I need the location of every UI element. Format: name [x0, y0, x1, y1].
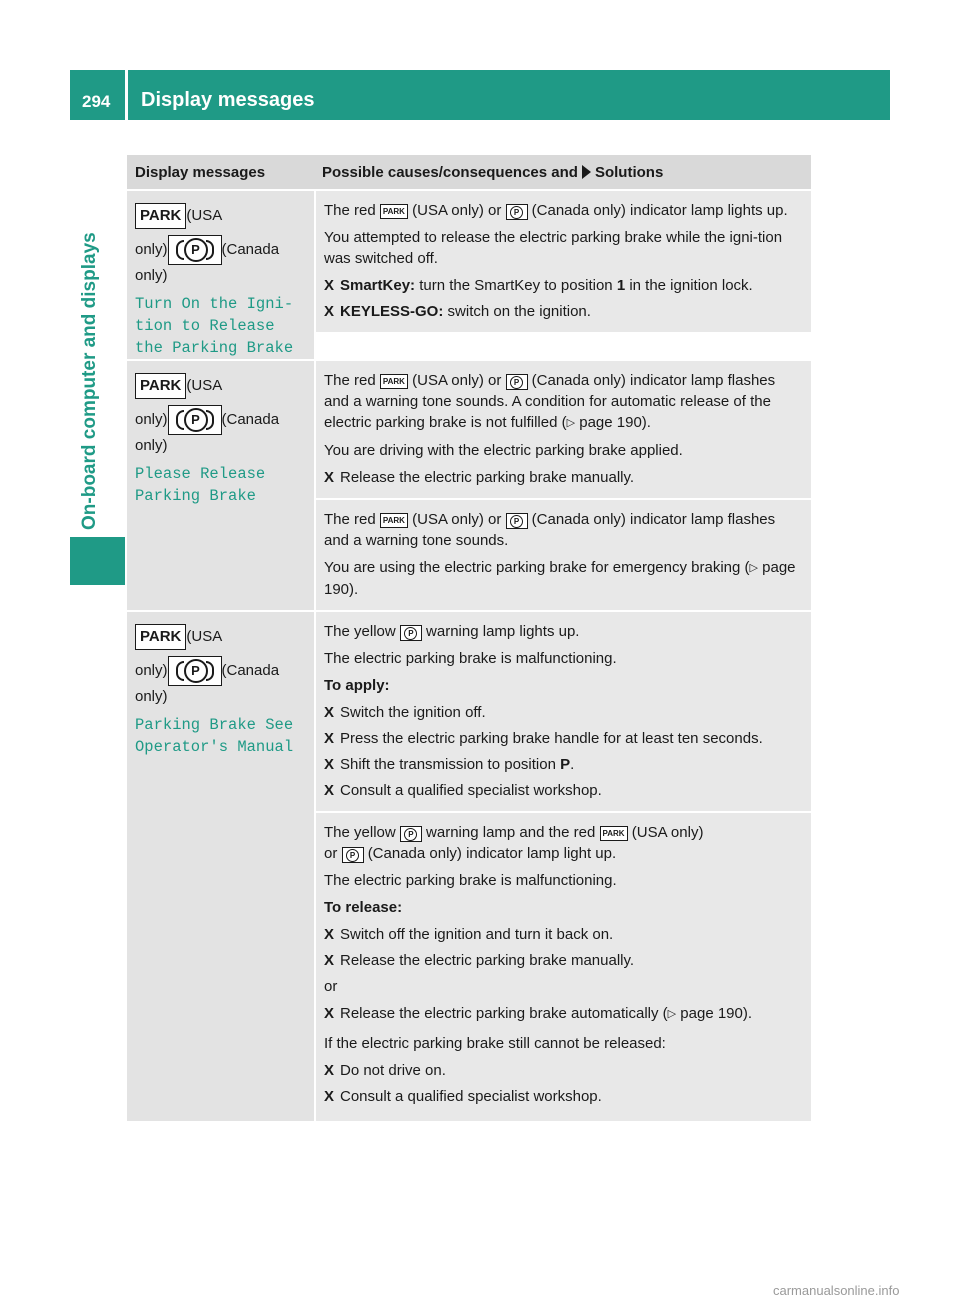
canada-label: (Canada [221, 240, 280, 258]
page-ref-icon: ▷ [667, 1008, 677, 1020]
table-row [127, 359, 811, 610]
display-messages-table [127, 155, 811, 1121]
solution-cell: The red PARK (USA only) or P (Canada only) indicator lamp flashes and a warning tone sounds. You are using the electric parking brake for emergency braking (▷ page 190). [316, 498, 811, 610]
cause-text: You are driving with the electric parking brake applied. [324, 442, 683, 459]
only-label-2: only) [135, 688, 168, 705]
parking-brake-icon: P [400, 625, 422, 641]
parking-brake-icon: P [506, 513, 528, 529]
only-label: only) [135, 410, 168, 428]
solution-cell: The red PARK (USA only) or P (Canada only) indicator lamp lights up. You attempted to release the electric parking brake while the igni-tion was switched off. X SmartKey: turn the SmartKey to position 1 in the ignition lock. X KEYLESS-GO: switch on the ignition. [316, 191, 811, 332]
page-title: Display messages [141, 89, 315, 111]
message-cell [127, 361, 314, 610]
list-item: X Do not drive on. [324, 1062, 446, 1079]
cause-text: The electric parking brake is malfunctioning. [324, 650, 617, 667]
solution-cell: The red PARK (USA only) or P (Canada only) indicator lamp flashes and a warning tone sounds. A condition for automatic release of the electric parking brake is not fulfilled (▷ page 190). You are driving with the electric parking brake applied. X Release the electric parking brake manually. [316, 361, 811, 498]
list-item: X Consult a qualified specialist workshop. [324, 782, 602, 799]
cause-text: You attempted to release the electric parking brake while the igni-tion was switched off. [324, 229, 783, 267]
instruction-heading: To apply: [324, 677, 390, 694]
parking-brake-icon: P [168, 656, 222, 686]
header-divider [125, 70, 128, 120]
watermark: carmanualsonline.info [773, 1283, 900, 1298]
usa-label: (USA [186, 206, 223, 224]
parking-brake-icon: P [342, 847, 364, 863]
page-number: 294 [82, 92, 111, 111]
table-header [127, 155, 811, 189]
parking-brake-icon: P [400, 826, 422, 842]
park-icon: PARK [600, 826, 628, 841]
list-item: X SmartKey: turn the SmartKey to position 1 in the ignition lock. [324, 277, 753, 294]
message-cell [127, 191, 314, 359]
cause-text: The electric parking brake is malfunctioning. [324, 872, 617, 889]
col-header-solutions [314, 164, 811, 181]
only-label-2: only) [135, 267, 168, 284]
col-header-suffix: Solutions [594, 163, 664, 181]
list-item: X Release the electric parking brake automatically (▷ page 190). [324, 1005, 753, 1022]
only-label-2: only) [135, 437, 168, 454]
page-ref-icon: ▷ [566, 417, 576, 429]
cause-text: If the electric parking brake still cannot be released: [324, 1035, 666, 1052]
solutions-column [314, 191, 811, 359]
list-item: X Release the electric parking brake manually. [324, 469, 635, 486]
side-tab-label: On-board computer and displays [79, 232, 100, 530]
solution-cell: The yellow P warning lamp lights up. The electric parking brake is malfunctioning. To apply: X Switch the ignition off. X Press the electric parking brake handle for at least ten seconds. X Shift the transmission to position P. X Consult a qualified specialist workshop. [316, 612, 811, 811]
table-row [127, 189, 811, 359]
parking-brake-icon: P [168, 405, 222, 435]
only-label: only) [135, 661, 168, 679]
solutions-column [314, 361, 811, 610]
usa-label: (USA [186, 627, 223, 645]
or-text: or [324, 978, 338, 995]
list-item: X Switch the ignition off. [324, 704, 486, 721]
solutions-column [314, 612, 811, 1121]
park-icon: PARK [380, 374, 408, 389]
park-icon: PARK [135, 203, 186, 229]
side-tab-block [70, 537, 125, 585]
parking-brake-icon: P [506, 374, 528, 390]
col-header-prefix: Possible causes/consequences and [322, 163, 578, 181]
col-header-messages: Display messages [135, 163, 266, 181]
table-row [127, 610, 811, 1121]
park-icon: PARK [380, 513, 408, 528]
list-item: X Shift the transmission to position P. [324, 756, 575, 773]
park-icon: PARK [380, 204, 408, 219]
usa-label: (USA [186, 376, 223, 394]
list-item: X KEYLESS-GO: switch on the ignition. [324, 303, 591, 320]
instruction-heading: To release: [324, 899, 403, 916]
canada-label: (Canada [221, 410, 280, 428]
message-cell [127, 612, 314, 1121]
only-label: only) [135, 240, 168, 258]
list-item: X Consult a qualified specialist workshop. [324, 1088, 602, 1105]
canada-label: (Canada [221, 661, 280, 679]
triangle-icon [582, 165, 591, 179]
list-item: X Switch off the ignition and turn it back on. [324, 926, 614, 943]
display-message-text: Turn On the Igni‐ tion to Release the Parking Brake [135, 295, 294, 357]
display-message-text: Please Release Parking Brake [135, 465, 266, 505]
page-ref-icon: ▷ [749, 562, 758, 574]
parking-brake-icon: P [168, 235, 222, 265]
display-message-text: Parking Brake See Operator's Manual [135, 716, 294, 756]
list-item: X Press the electric parking brake handle for at least ten seconds. [324, 730, 763, 747]
park-icon: PARK [135, 624, 186, 650]
solution-cell: The yellow P warning lamp and the red PARK (USA only) or P (Canada only) indicator lamp light up. The electric parking brake is malfunctioning. To release: X Switch off the ignition and turn it back on. X Release the electric parking brake manually. or X Release the electric parking brake automatically (▷ page 190). If the electric parking brake still cannot be released: X Do not drive on. X Consult a qualified specialist workshop. [316, 811, 811, 1121]
park-icon: PARK [135, 373, 186, 399]
parking-brake-icon: P [506, 204, 528, 220]
list-item: X Release the electric parking brake manually. [324, 952, 635, 969]
